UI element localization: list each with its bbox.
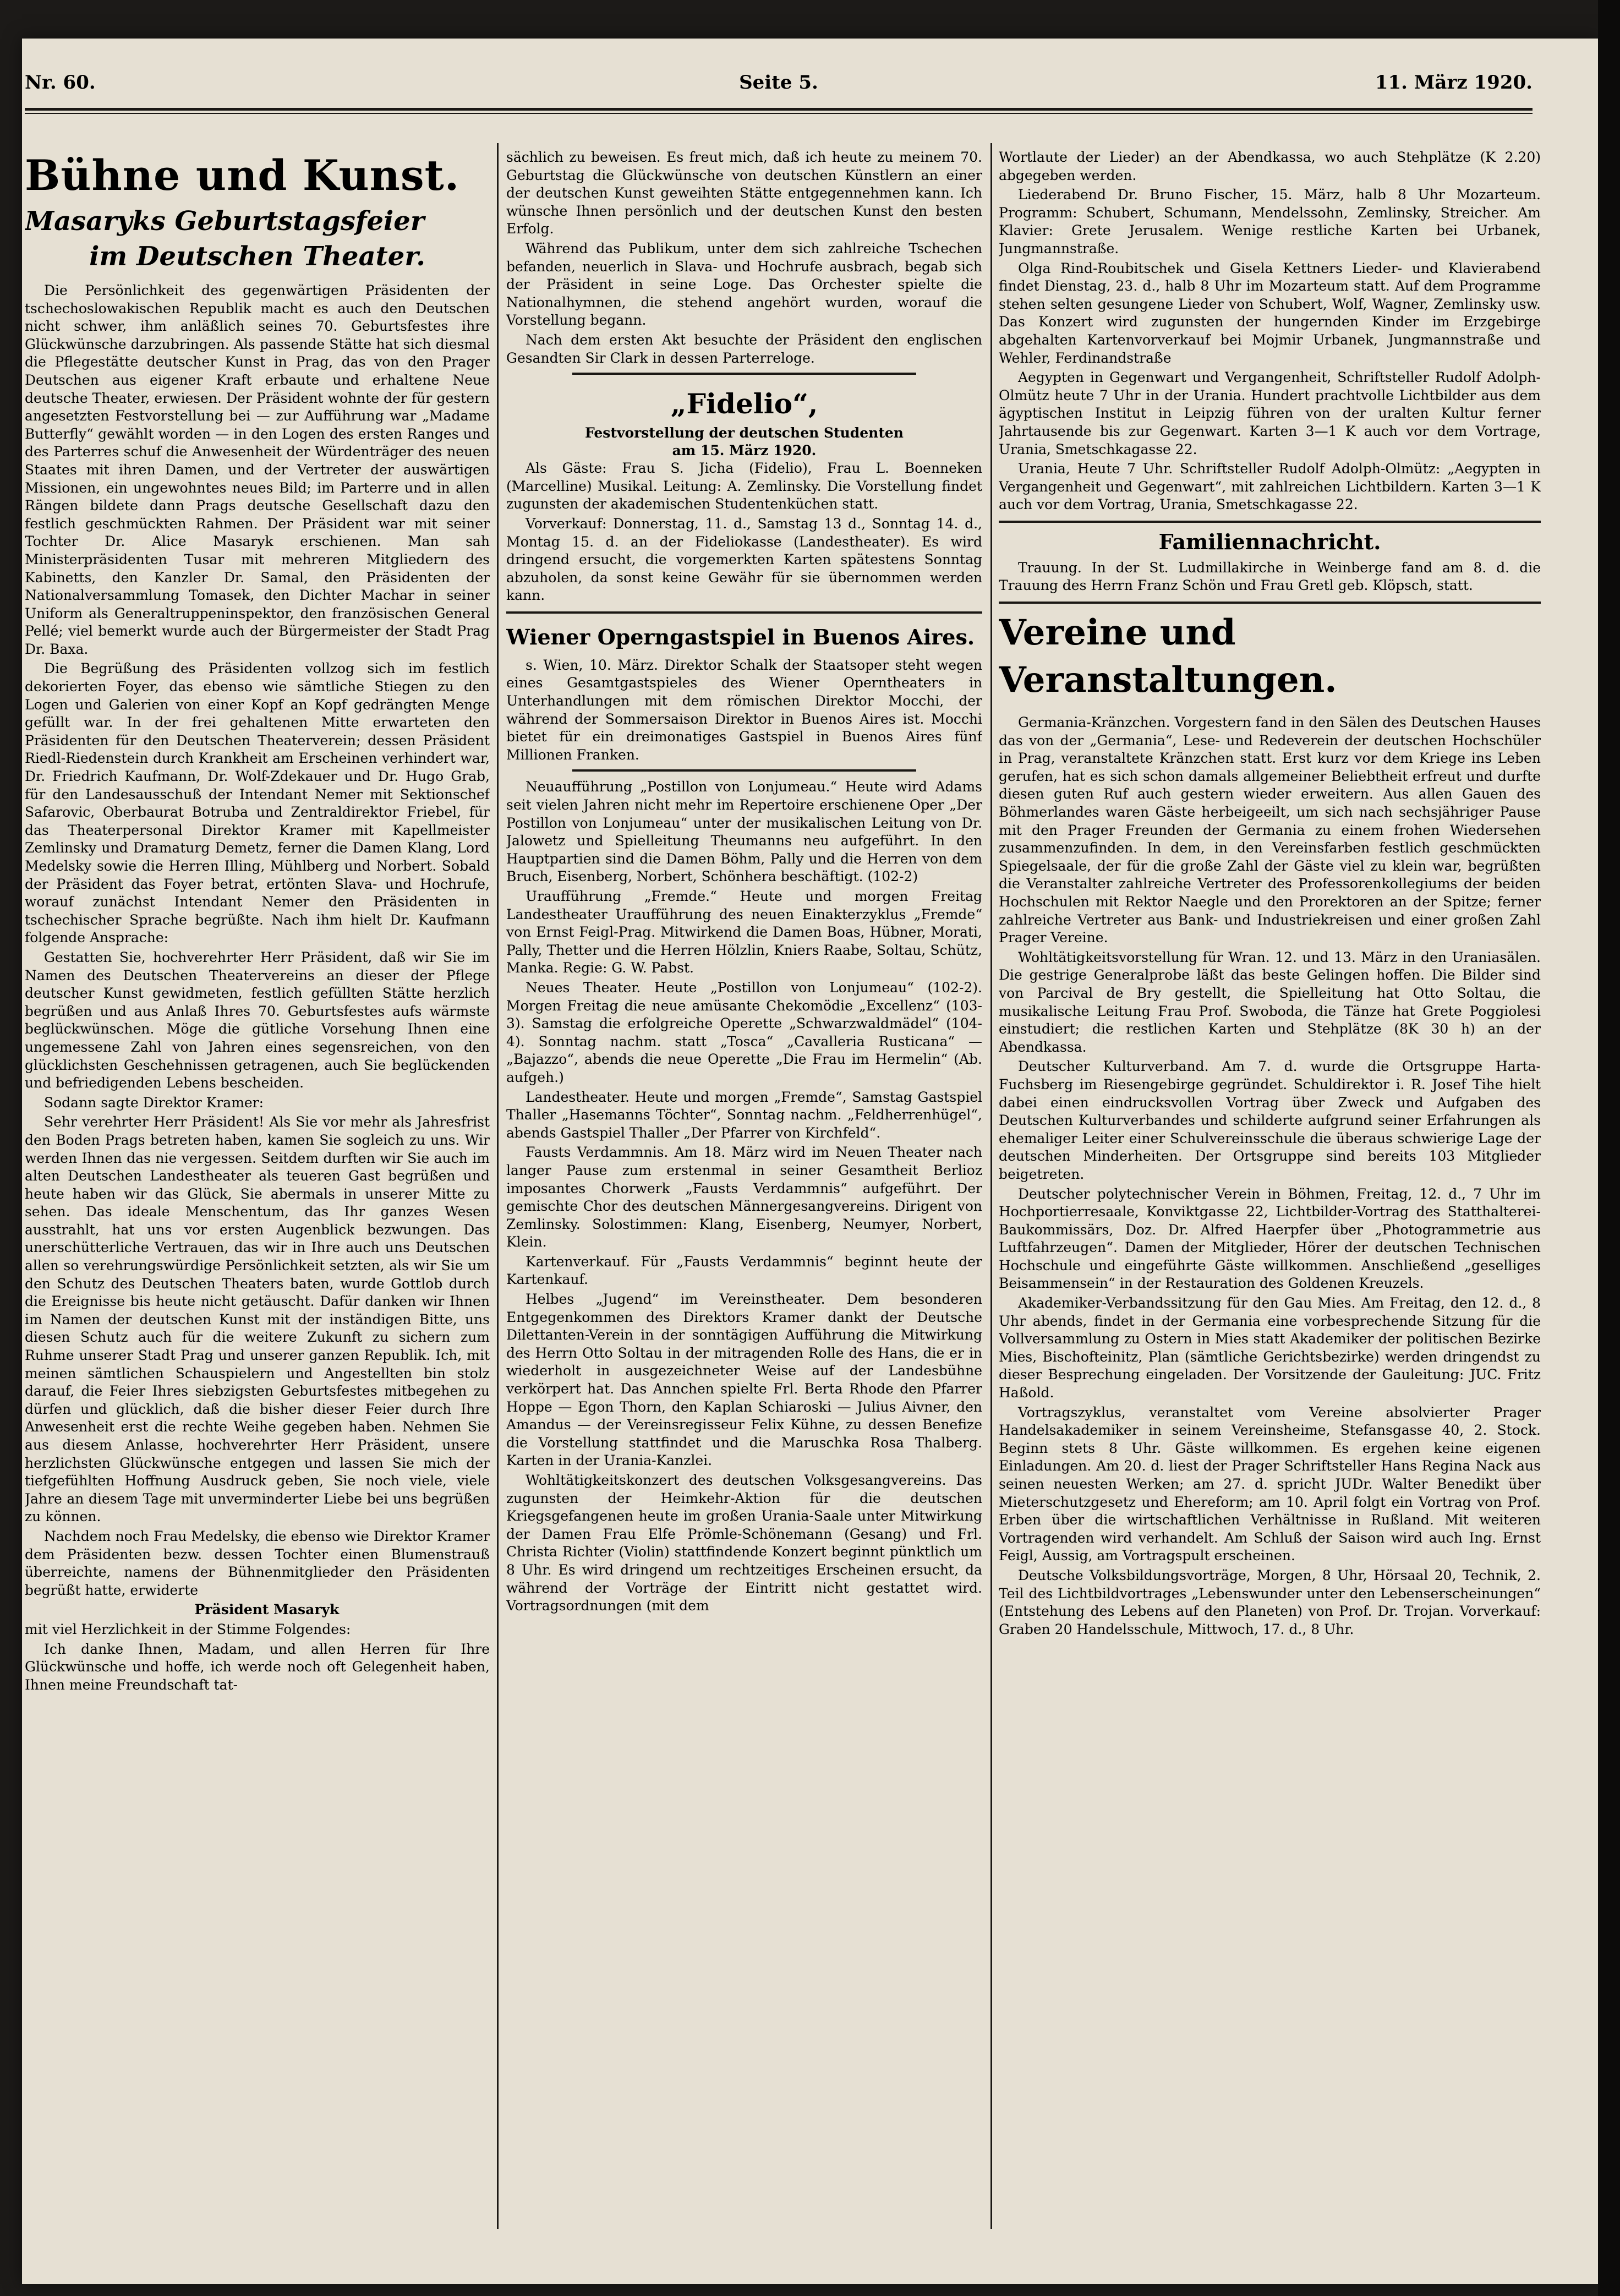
familiennachricht-headline: Familiennachricht. [1158,529,1381,554]
header-rule [25,108,1533,111]
column-divider-2 [990,143,992,2229]
header-rule-thin [25,113,1533,114]
speech-paragraph: Gestatten Sie, hochverehrter Herr Präsident, daß wir Sie im Namen des Deutschen Theatervereins an dieser der Pflege deutscher Kunst gewidmeten, festlich gefüllten Stätte herzlich begrüßen und aus Anlaß Ihres 70. Geburtsfestes aufs wärmste beglückwünschen. Möge die gütliche Vorsehung Ihnen eine ungemessene Zahl von Jahren eines segensreichen, von den glücklichsten Geschehnissen getragenen, auch Sie beglückenden und befriedigenden Lebens bescheiden. [25,949,490,1091]
notice-paragraph: Uraufführung „Fremde.“ Heute und morgen Freitag Landestheater Uraufführung des neuen Einakterzyklus „Fremde“ von Ernst Feigl-Prag. Mitwirkend die Damen Boas, Hübner, Morati, Pally, Thetter und die Herren Hölzlin, Kniers Raabe, Soltau, Schütz, Manka. Regie: G. W. Pabst. [506,888,982,976]
notice-paragraph: Vortragszyklus, veranstaltet vom Vereine absolvierter Prager Handelsakademiker in seinem Vereinsheime, Stefansgasse 40, 2. Stock. Beginn stets 8 Uhr. Gäste willkommen. Es ergehen keine eigenen Einladungen. Am 20. d. liest der Prager Schriftsteller Hans Regina Nack aus seinen neuesten Werken; am 27. d. spricht JUDr. Walter Benedikt über Mieterschutzgesetz und Ehereform; am 10. April folgt ein Vortrag von Prof. Erben über die wirtschaftlichen Verhältnisse in Rußland. Mit weiteren Vortragenden wird verhandelt. Am Schluß der Saison wird auch Ing. Ernst Feigl, Aussig, am Vortragspult erscheinen. [999,1404,1541,1564]
separator-rule [999,521,1541,523]
column-2 [506,149,982,2229]
article-paragraph: Die Persönlichkeit des gegenwärtigen Präsidenten der tschechoslowakischen Republik macht es auch den Deutschen nicht schwer, ihm anläßlich seines 70. Geburtsfestes ihre Glückwünsche darzubringen. Als passende Stätte hat sich diesmal die Pflegestätte deutscher Kunst in Prag, das von den Prager Deutschen aus eigener Kraft erbaute und erhaltene Neue deutsche Theater, erwiesen. Der Präsident wohnte der für gestern angesetzten Festvorstellung bei — zur Aufführung war „Madame Butterfly“ gewählt worden — in den Logen des ersten Ranges und des Parterres schuf die Anwesenheit der Würdenträger des neuen Staates mit ihren Damen, und der Vertreter der auswärtigen Missionen, ein ungewohntes neues Bild; im Parterre und in allen Rängen bildete dann Prags deutsche Gesellschaft dazu den festlich geschmückten Rahmen. Der Präsident war mit seiner Tochter Dr. Alice Masaryk erschienen. Man sah Ministerpräsidenten Tusar mit mehreren Mitgliedern des Kabinetts, den Kanzler Dr. Samal, den Präsidenten der Nationalversammlung Tomasek, den Dichter Machar in seiner Uniform als Generaltruppeninspektor, den französischen General Pellé; viel bemerkt wurde auch der Bürgermeister der Stadt Prag Dr. Baxa. [25,282,490,657]
notice-paragraph: Olga Rind-Roubitschek und Gisela Kettners Lieder- und Klavierabend findet Dienstag, 23. d., halb 8 Uhr im Mozarteum statt. Auf dem Programme stehen selten gesungene Lieder von Schubert, Wolf, Wagner, Zemlinsky usw. Das Konzert wird zugunsten der hungernden Kinder im Erzgebirge abgehalten Kartenvorverkauf bei Mojmir Urbanek, Jungmannstraße und Wehler, Ferdinandstraße [999,260,1541,366]
article-paragraph: Die Begrüßung des Präsidenten vollzog sich im festlich dekorierten Foyer, das ebenso wie sämtliche Stiegen zu den Logen und Galerien von einer Kopf an Kopf gedrängten Menge gefüllt war. In der frei gehaltenen Mitte erwarteten den Präsidenten für den Deutschen Theaterverein; dessen Präsident Riedl-Riedenstein durch Krankheit am Erscheinen verhindert war, Dr. Friedrich Kaufmann, Dr. Wolf-Zdekauer und Dr. Hugo Grab, für den Landesausschuß der Intendant Nemer mit Sektionschef Safarovic, Oberbaurat Botruba und Zentraldirektor Friebel, für das Theaterpersonal Direktor Kramer mit Kapellmeister Zemlinsky und Dramaturg Demetz, ferner die Damen Klang, Lord Medelsky sowie die Herren Illing, Mühlberg und Norbert. Sobald der Präsident das Foyer betrat, ertönten Slava- und Hochrufe, worauf zunächst Intendant Nemer den Präsidenten in tschechischer Sprache begrüßte. Nach ihm hielt Dr. Kaufmann folgende Ansprache: [25,660,490,946]
notice-paragraph: Liederabend Dr. Bruno Fischer, 15. März, halb 8 Uhr Mozarteum. Programm: Schubert, Schumann, Mendelssohn, Zemlinsky, Streicher. Am Klavier: Grete Jerusalem. Wenige restliche Karten bei Urbanek, Jungmannstraße. [999,187,1541,256]
section-title-buehne: Bühne und Kunst. [25,151,460,200]
notice-paragraph: Wohltätigkeitsvorstellung für Wran. 12. und 13. März in den Uraniasälen. Die gestrige Generalprobe läßt das beste Gelingen hoffen. Die Bilder sind von Parcival de Bry gestellt, die Spielleitung hat Otto Soltau, die musikalische Leitung Frau Prof. Swoboda, die Tänze hat Grete Poggiolesi einstudiert; die restlichen Karten und Stehplätze (8K 30 h) an der Abendkassa. [999,949,1541,1055]
separator-rule [999,602,1541,604]
notice-paragraph: Landestheater. Heute und morgen „Fremde“, Samstag Gastspiel Thaller „Hasemanns Töchter“, Sonntag nachm. „Feldherrenhügel“, abends Gastspiel Thaller „Der Pfarrer von Kirchfeld“. [506,1089,982,1141]
notice-paragraph: Aegypten in Gegenwart und Vergangenheit, Schriftsteller Rudolf Adolph-Olmütz heute 7 Uhr in der Urania. Hundert prachtvolle Lichtbilder aus dem ägyptischen Institut in Leipzig führen von der uralten Kultur ferner Jahrtausende bis zur Gegenwart. Karten 3—1 K auch vor dem Vortrage, Urania, Smetschkagasse 22. [999,369,1541,457]
article-paragraph: Sodann sagte Direktor Kramer: [44,1094,264,1111]
separator-rule [506,611,982,614]
notice-paragraph: Neues Theater. Heute „Postillon von Lonjumeau“ (102-2). Morgen Freitag die neue amüsante Chekomödie „Excellenz“ (103-3). Samstag die erfolgreiche Operette „Schwarzwaldmädel“ (104-4). Sonntag nachm. statt „Tosca“ „Cavalleria Rusticana“ — „Bajazzo“, abends die neue Operette „Die Frau im Hermelin“ (Ab. aufgeh.) [506,979,982,1085]
notice-paragraph: Deutscher polytechnischer Verein in Böhmen, Freitag, 12. d., 7 Uhr im Hochportierresaale, Konviktgasse 22, Lichtbilder-Vortrag des Statthalterei-Baukommissärs, Doz. Dr. Alfred Haerpfer über „Photogrammetrie aus Luftfahrzeugen“. Damen der Mitglieder, Hörer der deutschen Technischen Hochschule und eingeführte Gäste willkommen. Anschließend „geselliges Beisammensein“ in der Restauration des Goldenen Kreuzels. [999,1185,1541,1292]
section-title-vereine: Vereine und Veranstaltungen. [999,612,1337,701]
notice-paragraph: Deutsche Volksbildungsvorträge, Morgen, 8 Uhr, Hörsaal 20, Technik, 2. Teil des Lichtbildvortrages „Lebenswunder unter den Lebenserscheinungen“ (Entstehung des Lebens auf den Planeten) von Prof. Dr. Trojan. Vorverkauf: Graben 20 Handelsschule, Mittwoch, 17. d., 8 Uhr. [999,1567,1541,1637]
article-paragraph: Als Gäste: Frau S. Jicha (Fidelio), Frau L. Boenneken (Marcelline) Musikal. Leitung: A. Zemlinsky. Die Vorstellung findet zugunsten der akademischen Studentenküchen statt. [506,460,982,512]
column-3 [999,149,1541,2229]
column-divider-1 [497,143,499,2229]
notice-paragraph: Akademiker-Verbandssitzung für den Gau Mies. Am Freitag, den 12. d., 8 Uhr abends, findet in der Germania eine vorbesprechende Sitzung für die Vollversammlung zu Ostern in Mies statt Akademiker der politischen Bezirke Mies, Bischofteinitz, Plan (sämtliche Gerichtsbezirke) werden dringendst zu dieser Besprechung eingeladen. Der Vorsitzende der Gauleitung: JUC. Fritz Haßold. [999,1295,1541,1401]
fidelio-subheadline: Festvorstellung der deutschen Studenten [585,425,904,441]
notice-paragraph: Germania-Kränzchen. Vorgestern fand in den Sälen des Deutschen Hauses das von der „Germania“, Lese- und Redeverein der deutschen Hochschüler in Prag, veranstaltete Kränzchen statt. Erst kurz vor dem Kriege ins Leben gerufen, hat es sich schon damals allgemeiner Beliebtheit erfreut und durfte diesen guten Ruf auch gestern wieder erweitern. Aus allen Gauen des Böhmerlandes waren Gäste herbeigeeilt, um sich nach sechsjähriger Pause mit den Prager Freunden der Germania zu einem frohen Wiedersehen zusammenzufinden. In dem, in den Vereinsfarben festlich geschmückten Spiegelsaale, der für die große Zahl der Gäste viel zu klein war, begrüßten die Veranstalter zahlreiche Vertreter des Professorenkollegiums der beiden Hochschulen mit Rektor Naegle und den Prorektoren an der Spitze; ferner zahlreiche Vertreter aus Bank- und Industriekreisen und einer großen Zahl Prager Vereine. [999,714,1541,946]
notice-paragraph: Fausts Verdammnis. Am 18. März wird im Neuen Theater nach langer Pause zum erstenmal in seiner Gesamtheit Berlioz imposantes Chorwerk „Fausts Verdammnis“ aufgeführt. Der gemischte Chor des deutschen Männergesangvereins. Dirigent von Zemlinsky. Solostimmen: Klang, Eisenberg, Neumyer, Norbert, Klein. [506,1144,982,1250]
notice-paragraph: Deutscher Kulturverband. Am 7. d. wurde die Ortsgruppe Harta-Fuchsberg im Riesengebirge gegründet. Schuldirektor i. R. Josef Tihe hielt dabei einen eindrucksvollen Vortrag über Zweck und Aufgaben des Deutschen Kulturverbandes und schilderte aufgrund seiner Erfahrungen als ehemaliger Leiter einer Schulvereinsschule die überaus schwierige Lage der deutschen Minderheiten. Der Ortsgruppe sind bereits 103 Mitglieder beigetreten. [999,1058,1541,1182]
notice-paragraph: Urania, Heute 7 Uhr. Schriftsteller Rudolf Adolph-Olmütz: „Aegypten in Vergangenheit und Gegenwart“, mit zahlreichen Lichtbildern. Karten 3—1 K auch vor dem Vortrag, Urania, Smetschkagasse 22. [999,461,1541,513]
article-paragraph: Während das Publikum, unter dem sich zahlreiche Tschechen befanden, neuerlich in Slava- und Hochrufe ausbrach, begab sich der Präsident in seine Loge. Das Orchester spielte die Nationalhymnen, die stehend angehört wurden, worauf die Vorstellung begann. [506,240,982,329]
page-header [25,72,1533,105]
speech-paragraph: Sehr verehrter Herr Präsident! Als Sie vor mehr als Jahresfrist den Boden Prags betreten haben, kamen Sie sogleich zu uns. Wir werden Ihnen das nie vergessen. Seitdem durften wir Sie auch im alten Deutschen Landestheater als teueren Gast begrüßen und heute haben wir das Glück, Sie abermals in unserer Mitte zu sehen. Das ideale Menschentum, das Ihr ganzes Wesen ausstrahlt, hat uns vor ersten Augenblick bezwungen. Das unerschütterliche Vertrauen, das wir in Ihre auch uns Deutschen allen so verehrungswürdige Persönlichkeit setzten, als wir Sie um den Schutz des Deutschen Theaters baten, wurde Gottlob durch die Ereignisse bis heute nicht getäuscht. Dafür danken wir Ihnen im Namen der deutschen Kunst mit der inständigen Bitte, uns diesen Schutz auch für die weitere Zukunft zu sichern zum Ruhme unserer Stadt Prag und unserer ganzen Republik. Ich, mit meinen sämtlichen Schauspielern und Angestellten bin stolz darauf, die Feier Ihres siebzigsten Geburtsfestes mitbegehen zu dürfen und glücklich, daß die bisher dieser Feier durch Ihre Anwesenheit erst die rechte Weihe gegeben haben. Nehmen Sie aus diesem Anlasse, hochverehrter Herr Präsident, unsere herzlichsten Glückwünsche entgegen und lassen Sie mich der tiefgefühlten Hoffnung Ausdruck geben, Sie noch viele, viele Jahre an diesem Tage mit unverminderter Liebe bei uns begrüßen zu können. [25,1114,490,1525]
notice-paragraph: Wortlaute der Lieder) an der Abendkassa, wo auch Stehplätze (K 2.20) abgegeben werden. [999,149,1541,183]
article-paragraph: Nach dem ersten Akt besuchte der Präsident den englischen Gesandten Sir Clark in dessen Parterreloge. [506,331,982,366]
notice-paragraph: Wohltätigkeitskonzert des deutschen Volksgesangvereins. Das zugunsten der Heimkehr-Aktion für die deutschen Kriegsgefangenen heute im großen Urania-Saale unter Mitwirkung der Damen Frau Elfe Prömle-Schönemann (Gesang) und Frl. Christa Richter (Violin) stattfindende Konzert beginnt pünktlich um 8 Uhr. Es wird dringend um rechtzeitiges Erscheinen ersucht, da während der Vorträge der Eintritt nicht gestattet wird. Vortragsordnungen (mit dem [506,1472,982,1614]
article-paragraph: Vorverkauf: Donnerstag, 11. d., Samstag 13 d., Sonntag 14. d., Montag 15. d. an der Fideliokasse (Landestheater). Es wird dringend ersucht, die vorgemerkten Karten spätestens Sonntag abzuholen, da sonst keine Gewähr für sie übernommen werden kann. [506,515,982,604]
speech-paragraph: Ich danke Ihnen, Madam, und allen Herren für Ihre Glückwünsche und hoffe, ich werde noch oft Gelegenheit haben, Ihnen meine Freundschaft tat- [25,1641,490,1693]
issue-number: Nr. 60. [25,72,96,94]
wien-headline: Wiener Operngastspiel in Buenos Aires. [506,624,975,649]
scan-border [1598,0,1620,2296]
article-headline-line2: im Deutschen Theater. [89,241,425,272]
article-paragraph: Nachdem noch Frau Medelsky, die ebenso wie Direktor Kramer dem Präsidenten bezw. dessen Tochter einen Blumenstrauß überreichte, namens der Bühnenmitglieder den Präsidenten begrüßt hatte, erwiderte [25,1528,490,1598]
page-number: Seite 5. [739,72,818,94]
separator-rule [572,373,916,375]
notice-paragraph: Trauung. In der St. Ludmillakirche in Weinberge fand am 8. d. die Trauung des Herrn Franz Schön und Frau Gretl geb. Klöpsch, statt. [999,559,1541,594]
notice-paragraph: Helbes „Jugend“ im Vereinstheater. Dem besonderen Entgegenkommen des Direktors Kramer dankt der Deutsche Dilettanten-Verein in der sonntägigen Aufführung die Mitwirkung des Herrn Otto Soltau in der mitragenden Rolle des Hans, die er in wiederholt in ausgezeichneter Weise auf der Landesbühne verkörpert hat. Das Annchen spielte Frl. Berta Rhode den Pfarrer Hoppe — Egon Thorn, den Kaplan Schiaroski — Julius Aivner, den Amandus — der Vereinsregisseur Felix Kühne, zu dessen Benefize die Vorstellung stattfindet und die Maruschka Rosa Thalberg. Karten in der Urania-Kanzlei. [506,1291,982,1469]
speaker-heading: Präsident Masaryk [194,1601,340,1618]
article-paragraph: mit viel Herzlichkeit in der Stimme Folgendes: [25,1621,351,1637]
article-paragraph: s. Wien, 10. März. Direktor Schalk der Staatsoper steht wegen eines Gesamtgastspieles des Wiener Operntheaters in Unterhandlungen mit dem römischen Direktor Mocchi, der während der Sommersaison Direktor in Buenos Aires ist. Mocchi bietet für ein dreimonatiges Gastspiel in Buenos Aires fünf Millionen Franken. [506,657,982,763]
article-paragraph: sächlich zu beweisen. Es freut mich, daß ich heute zu meinem 70. Geburtstag die Glückwünsche von deutschen Künstlern an einer der deutschen Kunst geweihten Stätte entgegennehmen kann. Ich wünsche Ihnen persönlich und der deutschen Kunst den besten Erfolg. [506,149,982,237]
article-headline-line1: Masaryks Geburtstagsfeier [25,206,425,237]
separator-rule [572,769,916,772]
fidelio-headline: „Fidelio“, [670,387,818,420]
notice-paragraph: Neuaufführung „Postillon von Lonjumeau.“ Heute wird Adams seit vielen Jahren nicht mehr im Repertoire erschienene Oper „Der Postillon von Lonjumeau“ unter der musikalischen Leitung von Dr. Jalowetz und Spielleitung Theumanns neu aufgeführt. In den Hauptpartien sind die Damen Böhm, Pally und die Herren von dem Bruch, Eisenberg, Norbert, Schönhera beschäftigt. (102-2) [506,779,982,885]
fidelio-date: am 15. März 1920. [672,442,817,459]
column-1 [25,149,490,2229]
issue-date: 11. März 1920. [1375,72,1533,94]
notice-paragraph: Kartenverkauf. Für „Fausts Verdammnis“ beginnt heute der Kartenkauf. [506,1253,982,1288]
